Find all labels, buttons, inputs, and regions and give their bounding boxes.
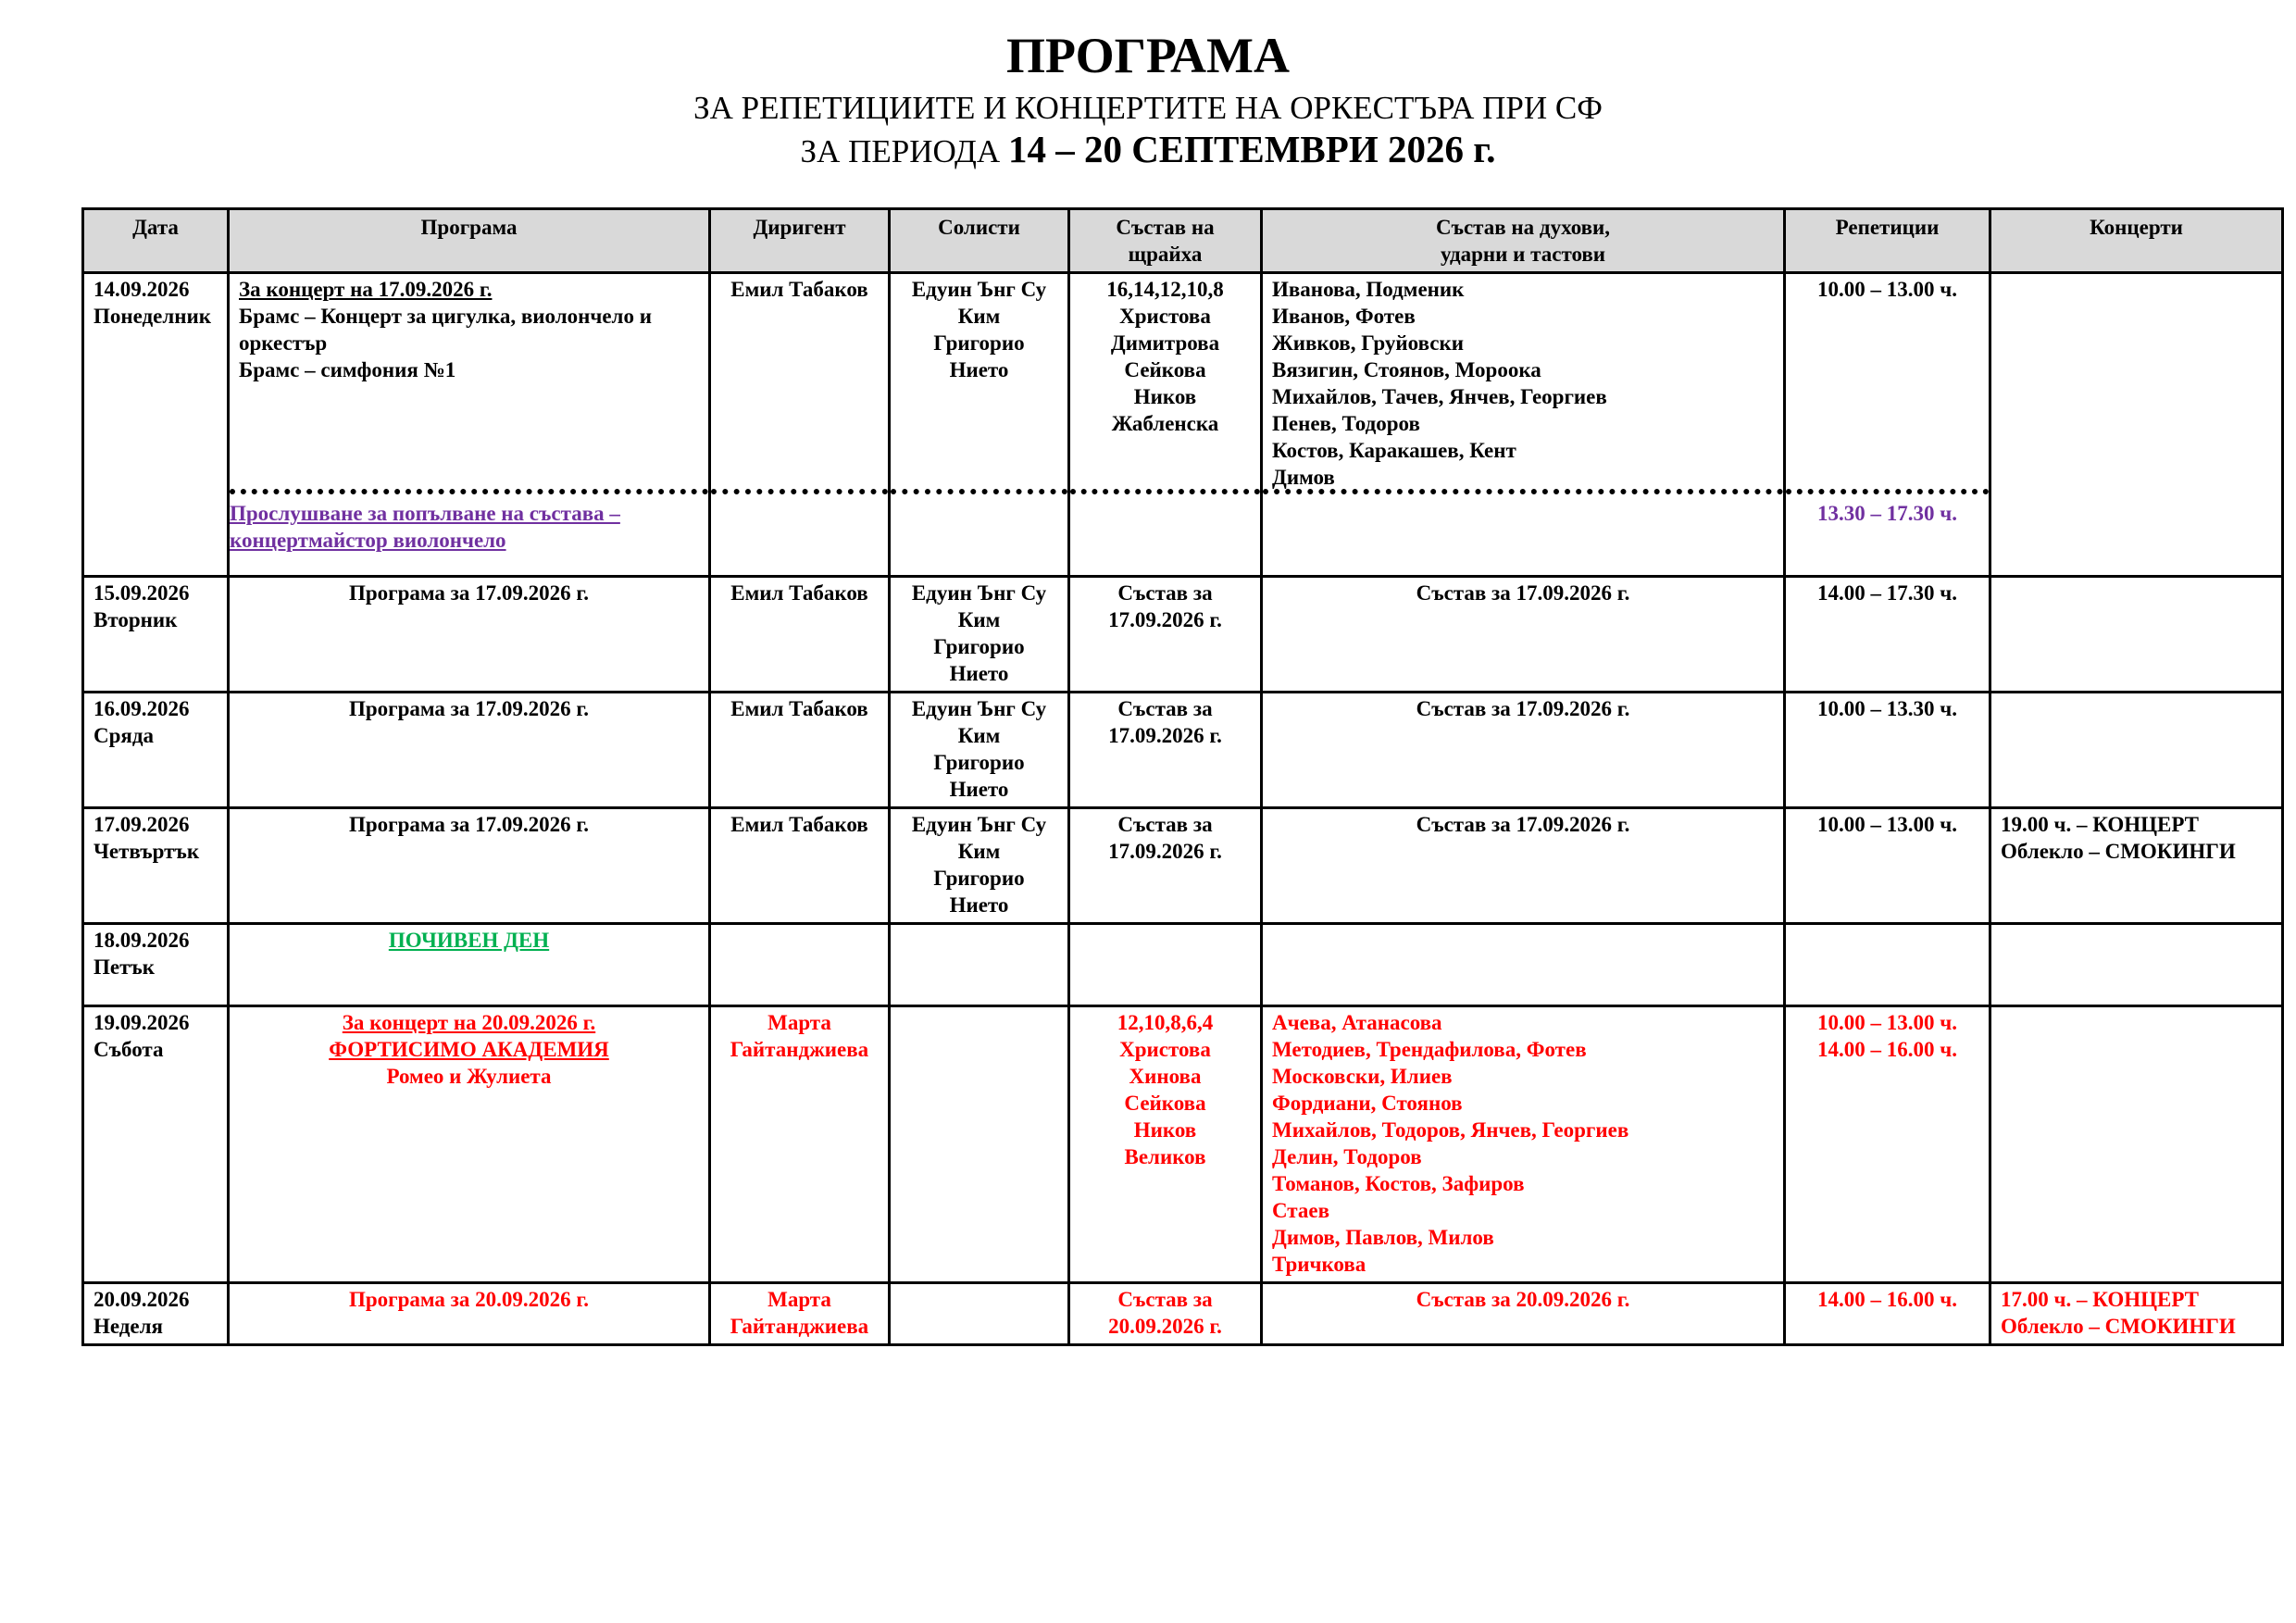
conductor-cell: Емил Табаков: [710, 693, 890, 808]
conductor-line: Гайтанджиева: [730, 1038, 869, 1061]
dotted-divider: [1786, 489, 1989, 494]
page-title: ПРОГРАМА: [1005, 28, 1291, 83]
table-row: [83, 273, 2283, 577]
period-dates: 14 – 20 СЕПТЕМВРИ 2026 г.: [1007, 128, 1496, 170]
rehearsals-cell: 10.00 – 13.00 ч.: [1785, 808, 1990, 924]
soloist-line: Ким: [957, 305, 1001, 328]
weekday: Събота: [94, 1038, 164, 1061]
date: 14.09.2026: [94, 278, 190, 301]
winds-line: Томанов, Костов, Зафиров: [1272, 1172, 1525, 1195]
strings-line: 17.09.2026 г.: [1108, 840, 1222, 863]
col-winds-line: ударни и тастови: [1440, 243, 1606, 266]
strings-cell: [1069, 273, 1262, 577]
weekday: Сряда: [94, 724, 154, 747]
audition-note: [230, 500, 708, 554]
program-line: Брамс – симфония №1: [239, 358, 456, 381]
rehearsals-cell: 10.00 – 13.30 ч.: [1785, 693, 1990, 808]
date: 19.09.2026: [94, 1011, 190, 1034]
strings-cell: [1069, 693, 1262, 808]
concert-line: Облекло – СМОКИНГИ: [2001, 840, 2236, 863]
dotted-divider: [230, 489, 708, 494]
col-date: Дата: [83, 209, 229, 273]
weekday: Вторник: [94, 608, 178, 631]
concerts-cell: [1990, 1283, 2283, 1345]
soloists-cell: [890, 693, 1069, 808]
strings-line: Състав за: [1117, 1288, 1213, 1311]
strings-cell: [1069, 577, 1262, 693]
strings-cell: [1069, 808, 1262, 924]
strings-line: Димитрова: [1110, 331, 1220, 355]
winds-line: Пенев, Тодоров: [1272, 412, 1420, 435]
winds-line: Михайлов, Тачев, Янчев, Георгиев: [1272, 385, 1607, 408]
col-conductor: Диригент: [710, 209, 890, 273]
table-row: [83, 1006, 2283, 1283]
winds-cell: [1262, 924, 1785, 1006]
winds-line: Иванова, Подменик: [1272, 278, 1465, 301]
concerts-cell: [1990, 273, 2283, 577]
conductor-cell: Емил Табаков: [710, 808, 890, 924]
weekday: Неделя: [94, 1315, 163, 1338]
program-line: Ромео и Жулиета: [386, 1065, 552, 1088]
conductor-cell: Емил Табаков: [710, 577, 890, 693]
program-cell: Програма за 17.09.2026 г.: [229, 693, 710, 808]
strings-line: Състав за: [1117, 697, 1213, 720]
conductor: Емил Табаков: [730, 278, 868, 301]
rehearsals-cell: [1785, 273, 1990, 577]
strings-cell: [1069, 924, 1262, 1006]
rehearsal-time: 10.00 – 13.00 ч.: [1817, 1011, 1957, 1034]
conductor-cell: [710, 273, 890, 577]
program-line: Брамс – Концерт за цигулка, виолончело и: [239, 305, 652, 328]
concerts-cell: [1990, 693, 2283, 808]
date: 16.09.2026: [94, 697, 190, 720]
strings-line: 20.09.2026 г.: [1108, 1315, 1222, 1338]
soloist-line: Ким: [957, 724, 1001, 747]
soloist-line: Григорио: [933, 331, 1025, 355]
table-row: [83, 808, 2283, 924]
soloists-cell: [890, 808, 1069, 924]
soloist-line: Нието: [949, 778, 1009, 801]
date: 15.09.2026: [94, 581, 190, 605]
date: 20.09.2026: [94, 1288, 190, 1311]
audition-time: 13.30 – 17.30 ч.: [1817, 502, 1957, 525]
program-cell: [229, 1006, 710, 1283]
date-cell: [83, 273, 229, 577]
winds-line: Вязигин, Стоянов, Мороока: [1272, 358, 1541, 381]
strings-cell: [1069, 1283, 1262, 1345]
winds-cell: Състав за 17.09.2026 г.: [1262, 808, 1785, 924]
soloist-line: Едуин Ънг Су: [911, 813, 1047, 836]
winds-line: Иванов, Фотев: [1272, 305, 1416, 328]
soloists-cell: [890, 924, 1069, 1006]
period-prefix: ЗА ПЕРИОДА: [800, 133, 1001, 169]
date-cell: [83, 924, 229, 1006]
concert-line: 17.00 ч. – КОНЦЕРТ: [2001, 1288, 2200, 1311]
audition-line: концертмайстор виолончело: [230, 529, 506, 552]
conductor-cell: [710, 1006, 890, 1283]
winds-cell: [1262, 1006, 1785, 1283]
rehearsals-cell: [1785, 1006, 1990, 1283]
winds-line: Живков, Груйовски: [1272, 331, 1464, 355]
soloist-line: Едуин Ънг Су: [911, 581, 1047, 605]
strings-line: Състав за: [1117, 581, 1213, 605]
winds-line: Костов, Каракашев, Кент: [1272, 439, 1516, 462]
winds-line: Димов, Павлов, Милов: [1272, 1226, 1494, 1249]
soloists-cell: [890, 577, 1069, 693]
col-strings-line: Състав на: [1116, 216, 1215, 239]
audition-line: Прослушване за попълване на състава –: [230, 502, 620, 525]
soloist-line: Едуин Ънг Су: [911, 697, 1047, 720]
soloists-cell: [890, 1006, 1069, 1283]
strings-line: 16,14,12,10,8: [1106, 278, 1224, 301]
winds-line: Стаев: [1272, 1199, 1330, 1222]
period-line: [0, 128, 2296, 173]
winds-cell: Състав за 17.09.2026 г.: [1262, 577, 1785, 693]
dotted-divider: [1070, 489, 1260, 494]
day-off-cell: ПОЧИВЕН ДЕН: [229, 924, 710, 1006]
winds-line: Делин, Тодоров: [1272, 1145, 1422, 1168]
col-winds: [1262, 209, 1785, 273]
soloist-line: Ким: [957, 608, 1001, 631]
strings-line: Ников: [1133, 385, 1197, 408]
program-cell: [229, 273, 710, 577]
table-row: [83, 693, 2283, 808]
rehearsals-cell: 14.00 – 17.30 ч.: [1785, 577, 1990, 693]
date-cell: [83, 1006, 229, 1283]
date-cell: [83, 1283, 229, 1345]
winds-line: Михайлов, Тодоров, Янчев, Георгиев: [1272, 1118, 1629, 1142]
dotted-divider: [1263, 489, 1783, 494]
date-cell: [83, 693, 229, 808]
page-subtitle: ЗА РЕПЕТИЦИИТЕ И КОНЦЕРТИТЕ НА ОРКЕСТЪРА ПРИ СФ: [693, 90, 1603, 126]
soloist-line: Григорио: [933, 751, 1025, 774]
col-concerts: Концерти: [1990, 209, 2283, 273]
strings-line: Състав за: [1117, 813, 1213, 836]
col-strings: [1069, 209, 1262, 273]
rehearsal-time: 14.00 – 16.00 ч.: [1817, 1038, 1957, 1061]
date-cell: [83, 808, 229, 924]
table-row: [83, 1283, 2283, 1345]
concerts-cell: [1990, 924, 2283, 1006]
winds-cell: Състав за 20.09.2026 г.: [1262, 1283, 1785, 1345]
dotted-divider: [891, 489, 1067, 494]
table-row: [83, 577, 2283, 693]
winds-line: Фордиани, Стоянов: [1272, 1092, 1463, 1115]
weekday: Петък: [94, 955, 156, 979]
soloist-line: Нието: [949, 893, 1009, 917]
strings-line: Христова: [1119, 305, 1211, 328]
date-cell: [83, 577, 229, 693]
table-row: [83, 924, 2283, 1006]
concerts-cell: [1990, 808, 2283, 924]
conductor-cell: [710, 1283, 890, 1345]
winds-cell: [1262, 273, 1785, 577]
soloist-line: Ким: [957, 840, 1001, 863]
soloist-line: Нието: [949, 358, 1009, 381]
rehearsal-time: 10.00 – 13.00 ч.: [1817, 278, 1957, 301]
soloists-cell: [890, 1283, 1069, 1345]
header-row: [83, 209, 2283, 273]
program-line: За концерт на 20.09.2026 г.: [342, 1011, 596, 1034]
date: 18.09.2026: [94, 929, 190, 952]
soloist-line: Нието: [949, 662, 1009, 685]
winds-line: Тричкова: [1272, 1253, 1366, 1276]
strings-line: 12,10,8,6,4: [1117, 1011, 1214, 1034]
conductor-line: Гайтанджиева: [730, 1315, 869, 1338]
soloists-cell: [890, 273, 1069, 577]
program-line: За концерт на 17.09.2026 г.: [239, 278, 493, 301]
strings-line: Жабленска: [1111, 412, 1219, 435]
strings-line: Хинова: [1129, 1065, 1202, 1088]
program-line: оркестър: [239, 331, 328, 355]
soloist-line: Едуин Ънг Су: [911, 278, 1047, 301]
program-line: ФОРТИСИМО АКАДЕМИЯ: [329, 1038, 609, 1061]
strings-line: Христова: [1119, 1038, 1211, 1061]
col-strings-line: щрайха: [1128, 243, 1203, 266]
strings-line: Сейкова: [1124, 1092, 1206, 1115]
document-header: [0, 28, 2296, 173]
col-program: Програма: [229, 209, 710, 273]
winds-line: Методиев, Трендафилова, Фотев: [1272, 1038, 1587, 1061]
rehearsals-cell: 14.00 – 16.00 ч.: [1785, 1283, 1990, 1345]
weekday: Четвъртък: [94, 840, 200, 863]
col-winds-line: Състав на духови,: [1435, 216, 1611, 239]
col-rehearsals: Репетиции: [1785, 209, 1990, 273]
concerts-cell: [1990, 577, 2283, 693]
date: 17.09.2026: [94, 813, 190, 836]
conductor-line: Марта: [767, 1011, 831, 1034]
program-cell: Програма за 17.09.2026 г.: [229, 808, 710, 924]
winds-cell: Състав за 17.09.2026 г.: [1262, 693, 1785, 808]
concert-line: 19.00 ч. – КОНЦЕРТ: [2001, 813, 2200, 836]
dotted-divider: [711, 489, 888, 494]
strings-line: Сейкова: [1124, 358, 1206, 381]
strings-cell: [1069, 1006, 1262, 1283]
strings-line: 17.09.2026 г.: [1108, 608, 1222, 631]
concert-line: Облекло – СМОКИНГИ: [2001, 1315, 2236, 1338]
schedule-table: [81, 207, 2284, 1346]
strings-line: Великов: [1124, 1145, 1206, 1168]
soloist-line: Григорио: [933, 635, 1025, 658]
winds-line: Димов: [1272, 466, 1335, 489]
strings-line: Ников: [1133, 1118, 1197, 1142]
col-soloists: Солисти: [890, 209, 1069, 273]
program-cell: Програма за 17.09.2026 г.: [229, 577, 710, 693]
strings-line: 17.09.2026 г.: [1108, 724, 1222, 747]
conductor-cell: [710, 924, 890, 1006]
concerts-cell: [1990, 1006, 2283, 1283]
rehearsals-cell: [1785, 924, 1990, 1006]
program-cell: Програма за 20.09.2026 г.: [229, 1283, 710, 1345]
weekday: Понеделник: [94, 305, 212, 328]
winds-line: Московски, Илиев: [1272, 1065, 1453, 1088]
soloist-line: Григорио: [933, 867, 1025, 890]
winds-line: Ачева, Атанасова: [1272, 1011, 1442, 1034]
conductor-line: Марта: [767, 1288, 831, 1311]
